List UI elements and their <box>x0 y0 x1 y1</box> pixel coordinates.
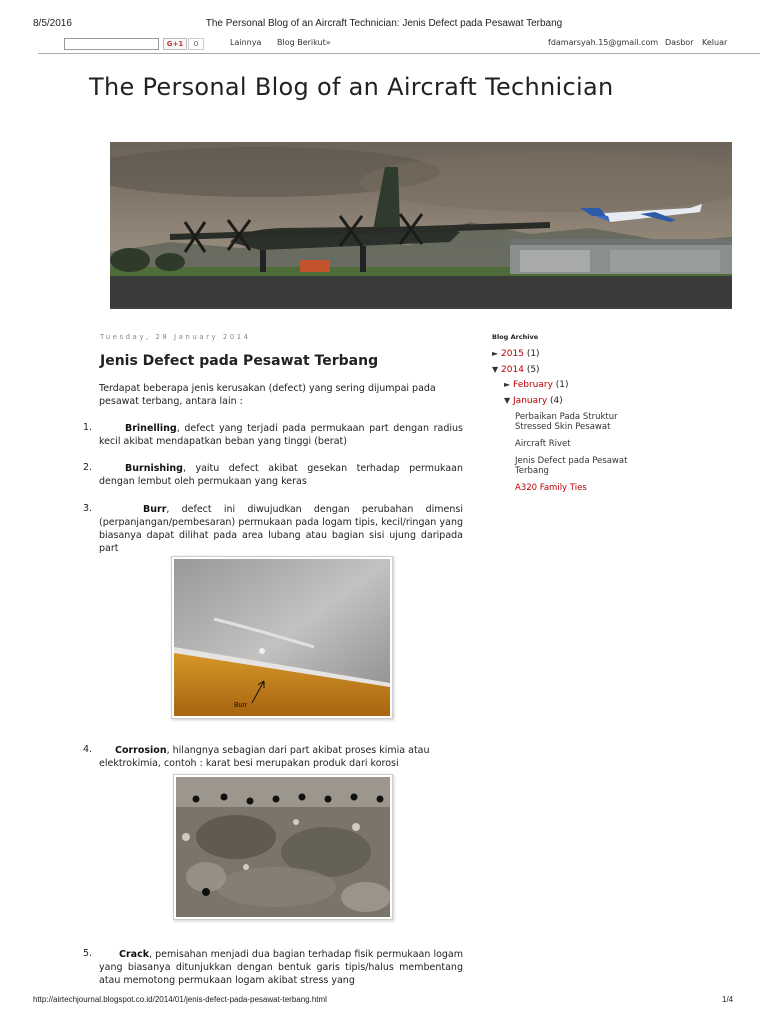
archive-post-title[interactable]: Aircraft Rivet <box>515 439 571 449</box>
archive-post-title[interactable]: Perbaikan Pada Struktur Stressed Skin Pesawat <box>515 412 618 432</box>
defect-description: , yaitu defect akibat gesekan terhadap permukaan dengan lembut oleh permukaan yang keras <box>99 463 463 487</box>
item-number: 4. <box>83 744 93 755</box>
archive-count: (4) <box>550 396 563 406</box>
defect-item-burr <box>99 503 463 555</box>
header-image <box>110 142 732 309</box>
archive-post-link[interactable] <box>515 439 571 449</box>
expand-arrow-icon[interactable]: ► <box>504 380 511 389</box>
collapse-arrow-icon[interactable]: ▼ <box>492 365 499 374</box>
archive-year-2014[interactable] <box>492 365 540 375</box>
archive-month-link[interactable]: February <box>513 380 553 390</box>
print-url: http://airtechjournal.blogspot.co.id/2014/01/jenis-defect-pada-pesawat-terbang.html <box>33 995 327 1004</box>
print-date: 8/5/2016 <box>33 18 72 29</box>
archive-count: (1) <box>555 380 569 390</box>
defect-item-corrosion <box>99 744 463 770</box>
dashboard-link[interactable]: Dasbor <box>665 38 694 47</box>
user-email: fdamarsyah.15@gmail.com <box>548 38 659 47</box>
post-title[interactable]: Jenis Defect pada Pesawat Terbang <box>100 353 379 369</box>
archive-count: (1) <box>526 349 540 359</box>
archive-count: (5) <box>526 365 540 375</box>
post-date: Tuesday, 28 January 2014 <box>100 333 251 341</box>
archive-year-link[interactable]: 2015 <box>501 349 524 359</box>
blog-title[interactable]: The Personal Blog of an Aircraft Technician <box>89 73 614 101</box>
next-blog-link[interactable]: Blog Berikut» <box>277 38 331 47</box>
item-number: 1. <box>83 422 93 433</box>
item-number: 5. <box>83 948 93 959</box>
archive-year-link[interactable]: 2014 <box>501 365 524 375</box>
defect-term: Burr <box>143 504 167 515</box>
defect-term: Burnishing <box>125 463 183 474</box>
defect-description: , defect ini diwujudkan dengan perubahan dimensi (perpanjangan/pembesaran) permukaan pada logam tipis, kecil/ringan yang biasanya dapat dilihat pada area lubang atau bagian sisi ujung daripada part <box>99 504 463 554</box>
print-page-number: 1/4 <box>722 995 734 1004</box>
item-number: 3. <box>83 503 93 514</box>
archive-month-february[interactable] <box>504 380 569 390</box>
item-number: 2. <box>83 462 93 473</box>
defect-term: Crack <box>119 949 150 960</box>
defect-term: Corrosion <box>115 745 167 756</box>
defect-item-brinelling <box>99 422 463 448</box>
defect-description: , hilangnya sebagian dari part akibat proses kimia atau elektrokimia, contoh : karat besi merupakan produk dari korosi <box>99 745 430 769</box>
burr-label: Burr <box>234 702 248 709</box>
burr-photo[interactable] <box>171 556 393 719</box>
defect-description: , pemisahan menjadi dua bagian terhadap fisik permukaan logam yang biasanya ditunjukkan dengan bentuk garis tipis/halus membentang atau memotong permukaan logam akibat stress yang <box>99 949 463 986</box>
logout-link[interactable]: Keluar <box>702 38 728 47</box>
archive-title: Blog Archive <box>492 333 539 341</box>
archive-post-title[interactable]: Jenis Defect pada Pesawat Terbang <box>515 456 628 476</box>
collapse-arrow-icon[interactable]: ▼ <box>504 396 511 405</box>
archive-post-title[interactable]: A320 Family Ties <box>515 483 587 493</box>
expand-arrow-icon[interactable]: ► <box>492 349 499 358</box>
archive-post-link[interactable] <box>515 412 640 432</box>
post-intro: Terdapat beberapa jenis kerusakan (defect) yang sering dijumpai pada pesawat terbang, antara lain : <box>99 383 436 407</box>
gplus-count: 0 <box>188 38 204 50</box>
archive-post-link[interactable] <box>515 456 645 476</box>
defect-term: Brinelling <box>125 423 177 434</box>
defect-item-crack <box>99 948 463 987</box>
navbar-search-input[interactable] <box>64 38 159 50</box>
defect-item-burnishing <box>99 462 463 488</box>
gplus-button[interactable]: G+1 <box>163 38 187 50</box>
archive-year-2015[interactable] <box>492 349 540 359</box>
defect-description: , defect yang terjadi pada permukaan part dengan radius kecil akibat mendapatkan beban yang tinggi (berat) <box>99 423 463 447</box>
print-page-title: The Personal Blog of an Aircraft Technician: Jenis Defect pada Pesawat Terbang <box>205 18 563 29</box>
corrosion-photo[interactable] <box>173 774 393 920</box>
archive-month-january[interactable] <box>504 396 563 406</box>
more-link[interactable]: Lainnya <box>230 38 262 47</box>
archive-post-link[interactable] <box>515 483 587 493</box>
archive-month-link[interactable]: January <box>513 396 548 406</box>
